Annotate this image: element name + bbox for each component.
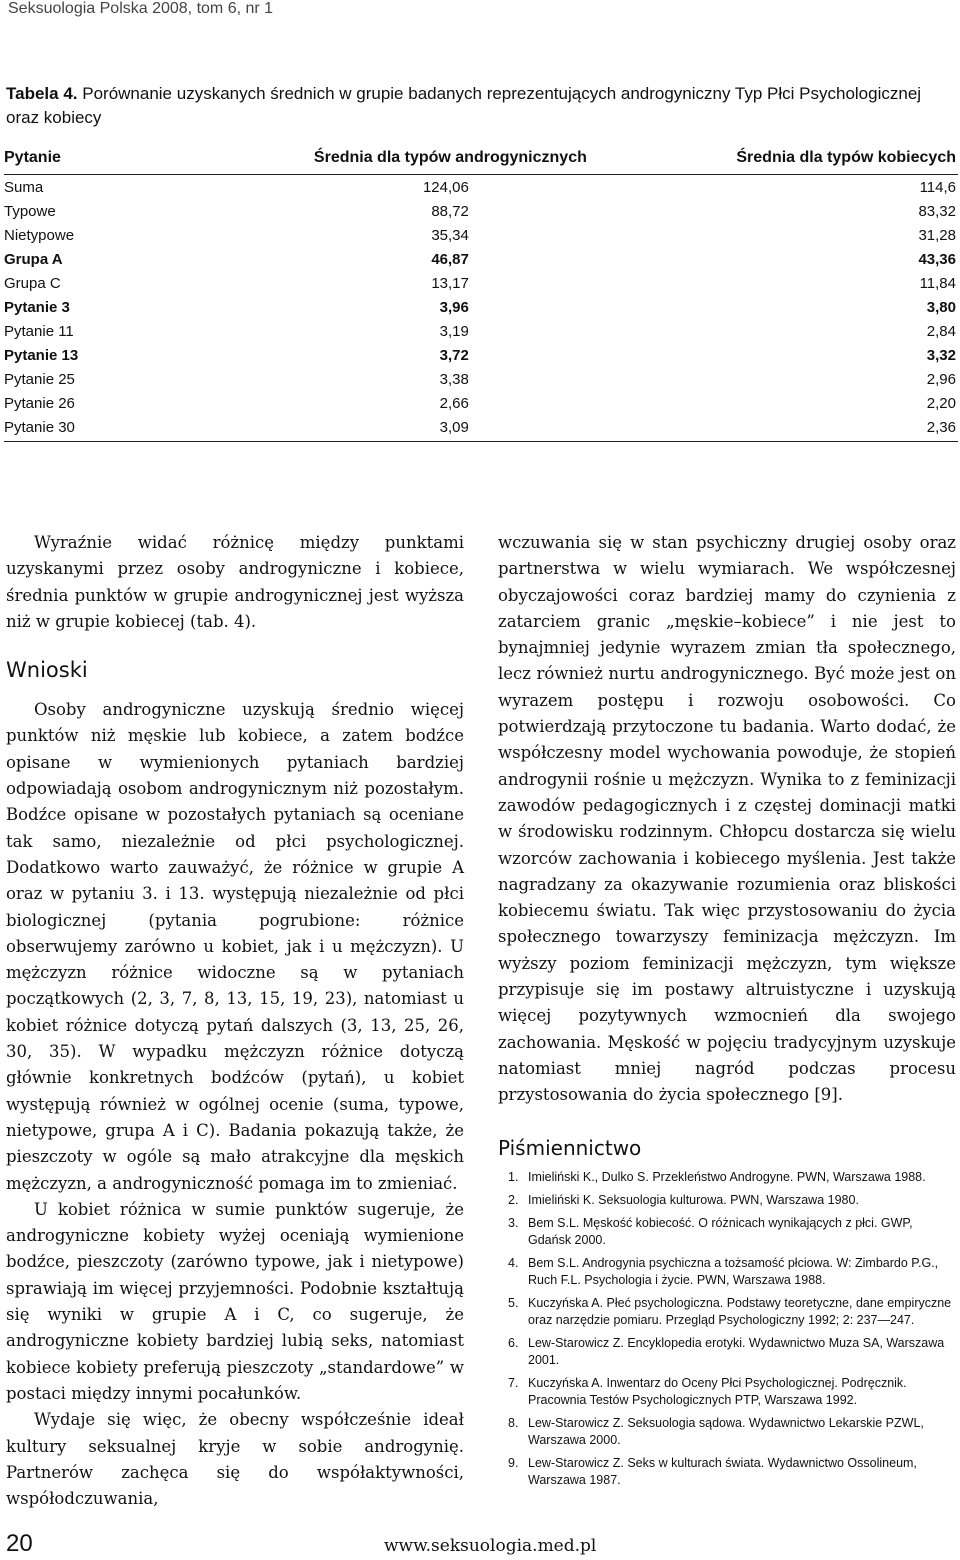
- table-row: [4, 367, 958, 391]
- paragraph-conclusions-3-continued: wczuwania się w stan psychiczny drugiej osoby oraz partnerstwa w wielu wymiarach. We współczesnej obyczajowości coraz bardziej mamy do czynienia z zatarciem granic „męskie–kobiece” i nie jest to bynajmniej jedynie wyrazem zmian tła społecznego, lecz również nurtu androgynicznego. Być może jest on wyrazem postępu i rozwoju osobowości. Co potwierdzają przytoczone tu badania. Warto dodać, że współczesny model wychowania powoduje, że stopień androgynii rośnie u mężczyzn. Wynika to z feminizacji zawodów pedagogicznych i z częstej dominacji matki w środowisku rodzinnym. Chłopcu dostarcza się wielu wzorców zachowania i kobiecego myślenia. Jest także nagradzany za okazywanie rozumienia oraz bliskości kobiecemu światu. Tak więc przystosowaniu do życia społecznego towarzyszy feminizacja mężczyzn. Im wyższy poziom feminizacji mężczyzn, tym większe przypisuje się im postawy altruistyczne i uzyskują więcej pozytywnych wzmocnień dla swojego zachowania. Męskość w pojęciu tradycyjnym uzyskuje natomiast mniej nagród podczas procesu przystosowania do życia społecznego [9].: [498, 533, 956, 1105]
- table-body: [4, 175, 958, 442]
- reference-item: [498, 1169, 956, 1186]
- androgynous-mean-cell: 3,96: [439, 298, 469, 316]
- androgynous-mean-cell: 3,19: [439, 322, 469, 340]
- reference-number: 2.: [508, 1192, 519, 1207]
- feminine-mean-cell: 2,20: [926, 394, 956, 412]
- page-number: 20: [6, 1530, 33, 1557]
- table-row: [4, 415, 958, 442]
- row-label-cell: Pytanie 13: [4, 346, 79, 364]
- reference-number: 7.: [508, 1375, 519, 1390]
- androgynous-mean-cell: 2,66: [439, 394, 469, 412]
- table-row: [4, 343, 958, 367]
- androgynous-mean-cell: 46,87: [431, 250, 469, 268]
- reference-number: 4.: [508, 1255, 519, 1270]
- column-header-feminine-mean: Średnia dla typów kobiecych: [589, 146, 958, 175]
- paragraph-intro: Wyraźnie widać różnicę między punktami uzyskanymi przez osoby androgyniczne i kobiece, średnia punktów w grupie androgynicznej jest wyższa niż w grupie kobiecej (tab. 4).: [6, 533, 464, 631]
- androgynous-mean-cell: 3,72: [439, 346, 469, 364]
- row-label-cell: Pytanie 3: [4, 298, 70, 316]
- feminine-mean-cell: 2,36: [589, 415, 958, 442]
- feminine-mean-cell: 114,6: [919, 178, 956, 196]
- row-label-cell: Grupa C: [4, 274, 61, 292]
- row-label-cell: Grupa A: [4, 250, 63, 268]
- reference-number: 5.: [508, 1295, 519, 1310]
- androgynous-mean-cell: 3,38: [439, 370, 469, 388]
- reference-text: Lew-Starowicz Z. Encyklopedia erotyki. Wydawnictwo Muza SA, Warszawa 2001.: [528, 1335, 945, 1367]
- feminine-mean-cell: 11,84: [919, 274, 956, 292]
- table-row: [4, 199, 958, 223]
- androgynous-mean-cell: 3,09: [131, 415, 589, 442]
- table-row: [4, 271, 958, 295]
- reference-item: [498, 1255, 956, 1289]
- table-row: [4, 223, 958, 247]
- reference-number: 3.: [508, 1215, 519, 1230]
- row-label-cell: Nietypowe: [4, 226, 75, 244]
- row-label-cell: Pytanie 25: [4, 370, 75, 388]
- androgynous-mean-cell: 13,17: [431, 274, 469, 292]
- table-caption-text: Porównanie uzyskanych średnich w grupie badanych reprezentujących androgyniczny Typ Płci Psychologicznej oraz kobiecy: [6, 84, 922, 127]
- reference-text: Bem S.L. Androgynia psychiczna a tożsamość płciowa. W: Zimbardo P.G., Ruch F.L. Psychologia i życie. PWN, Warszawa 1988.: [528, 1255, 939, 1287]
- references-title: Piśmiennictwo: [498, 1135, 642, 1160]
- section-heading-conclusions: Wnioski: [6, 658, 88, 683]
- feminine-mean-cell: 31,28: [918, 226, 956, 244]
- table-row: [4, 391, 958, 415]
- table-caption: [6, 82, 956, 130]
- feminine-mean-cell: 3,32: [926, 346, 956, 364]
- row-label-cell: Pytanie 26: [4, 394, 75, 412]
- reference-text: Lew-Starowicz Z. Seksuologia sądowa. Wydawnictwo Lekarskie PZWL, Warszawa 2000.: [528, 1415, 924, 1447]
- reference-text: Kuczyńska A. Płeć psychologiczna. Podstawy teoretyczne, dane empiryczne oraz narzędzie pomiaru. Przegląd Psychologiczny 1992; 2: 237—247.: [528, 1295, 952, 1327]
- reference-item: [498, 1295, 956, 1329]
- reference-number: 8.: [508, 1415, 519, 1430]
- feminine-mean-cell: 3,80: [926, 298, 956, 316]
- androgynous-mean-cell: 35,34: [431, 226, 469, 244]
- paragraph-conclusions-1: Osoby androgyniczne uzyskują średnio więcej punktów niż męskie lub kobiece, a zatem bodźce opisane w wymienionych pytaniach bardziej odpowiadają osobom androgynicznym niż pozostałym. Bodźce opisane w pozostałych pytaniach są oceniane tak samo, niezależnie od płci psychologicznej. Dodatkowo warto zauważyć, że różnice w grupie A oraz w pytaniu 3. i 13. występują niezależnie od płci biologicznej (pytania pogrubione: różnice obserwujemy zarówno u kobiet, jak i u mężczyzn). U mężczyzn różnice widoczne są w pytaniach początkowych (2, 3, 7, 8, 13, 15, 19, 23), natomiast u kobiet różnice dotyczą pytań dalszych (3, 13, 25, 26, 30, 35). W wypadku mężczyzn różnice dotyczą głównie konkretnych bodźców (pytań), u kobiet występują również w ogólnej ocenie (suma, typowe, nietypowe, grupa A i C). Badania pokazują także, że pieszczoty w ogóle są mało atrakcyjne dla męskich mężczyzn, a androgyniczność pomaga im to zmieniać.: [6, 700, 464, 1193]
- reference-number: 9.: [508, 1455, 519, 1470]
- column-header-androgynous-mean: Średnia dla typów androgynicznych: [131, 146, 589, 175]
- reference-text: Kuczyńska A. Inwentarz do Oceny Płci Psychologicznej. Podręcznik. Pracownia Testów Psychologicznych PTP, Warszawa 1992.: [528, 1375, 907, 1407]
- reference-item: [498, 1375, 956, 1409]
- feminine-mean-cell: 2,96: [926, 370, 956, 388]
- row-label-cell: Pytanie 11: [4, 322, 74, 340]
- row-label-cell: Suma: [4, 178, 44, 196]
- reference-item: [498, 1415, 956, 1449]
- feminine-mean-cell: 83,32: [918, 202, 956, 220]
- reference-text: Imieliński K. Seksuologia kulturowa. PWN, Warszawa 1980.: [528, 1192, 859, 1207]
- footer-url: www.seksuologia.med.pl: [384, 1536, 597, 1556]
- running-head: Seksuologia Polska 2008, tom 6, nr 1: [8, 0, 274, 17]
- data-table: [4, 146, 958, 442]
- reference-number: 6.: [508, 1335, 519, 1350]
- table-row: [4, 319, 958, 343]
- reference-item: [498, 1215, 956, 1249]
- reference-text: Lew-Starowicz Z. Seks w kulturach świata. Wydawnictwo Ossolineum, Warszawa 1987.: [528, 1455, 917, 1487]
- paragraph-conclusions-3: Wydaje się więc, że obecny współcześnie ideał kultury seksualnej kryje w sobie androgynię. Partnerów zachęca się do współaktywności, współodczuwania,: [6, 1410, 464, 1509]
- references-list: [498, 1169, 956, 1489]
- left-column: [6, 530, 464, 1512]
- right-column: [498, 530, 956, 1495]
- column-header-question: Pytanie: [4, 146, 131, 175]
- row-label-cell: Pytanie 30: [4, 415, 131, 442]
- table-header-row: [4, 146, 958, 175]
- androgynous-mean-cell: 124,06: [422, 178, 469, 196]
- table-row: [4, 247, 958, 271]
- reference-item: [498, 1192, 956, 1209]
- feminine-mean-cell: 2,84: [926, 322, 956, 340]
- table-row: [4, 175, 958, 200]
- reference-text: Bem S.L. Męskość kobiecość. O różnicach wynikających z płci. GWP, Gdańsk 2000.: [528, 1215, 913, 1247]
- table-row: [4, 295, 958, 319]
- reference-text: Imieliński K., Dulko S. Przekleństwo Androgyne. PWN, Warszawa 1988.: [528, 1169, 926, 1184]
- reference-number: 1.: [508, 1169, 519, 1184]
- reference-item: [498, 1455, 956, 1489]
- feminine-mean-cell: 43,36: [918, 250, 956, 268]
- row-label-cell: Typowe: [4, 202, 56, 220]
- reference-item: [498, 1335, 956, 1369]
- androgynous-mean-cell: 88,72: [431, 202, 469, 220]
- paragraph-conclusions-2: U kobiet różnica w sumie punktów sugeruje, że androgyniczne kobiety wyżej oceniają wymienione bodźce, pieszczoty (zarówno typowe, jak i nietypowe) sprawiają im więcej przyjemności. Podobnie kształtują się wyniki w grupie A i C, co sugeruje, że androgyniczne kobiety bardziej lubią seks, natomiast kobiece kobiety preferują pieszczoty „standardowe” w postaci między innymi pocałunków.: [6, 1199, 464, 1403]
- table-label: Tabela 4.: [6, 84, 78, 103]
